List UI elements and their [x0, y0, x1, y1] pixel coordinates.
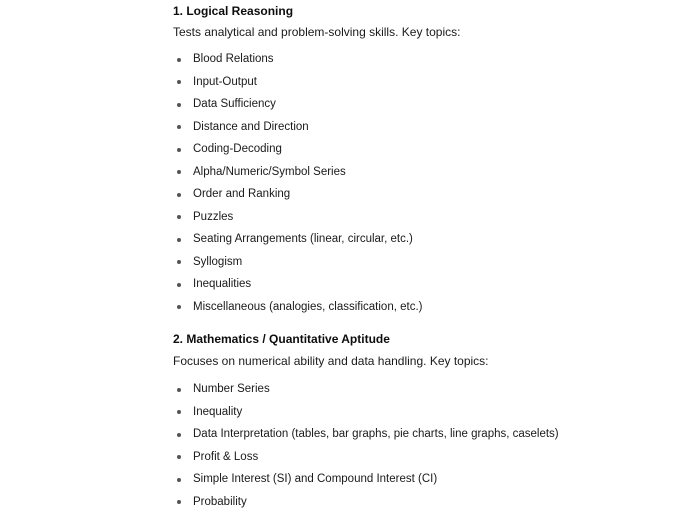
list-item: [173, 71, 422, 94]
bullet-icon: [177, 260, 181, 264]
list-item: [173, 296, 422, 319]
bullet-icon: [177, 283, 181, 287]
list-item-label: Puzzles: [193, 210, 234, 223]
list-item: [173, 468, 559, 491]
bullet-icon: [177, 455, 181, 459]
list-item: [173, 138, 422, 161]
list-item-label: Simple Interest (SI) and Compound Interest (CI): [193, 473, 438, 485]
section-heading-quantitative-aptitude: 2. Mathematics / Quantitative Aptitude: [173, 332, 390, 346]
list-item: [173, 228, 422, 251]
bullet-icon: [177, 170, 181, 174]
bullet-icon: [177, 103, 181, 107]
topic-list-logical-reasoning: [173, 48, 422, 318]
list-item-label: Coding-Decoding: [193, 143, 282, 155]
list-item-label: Data Sufficiency: [193, 98, 276, 110]
list-item-label: Miscellaneous (analogies, classification, etc.): [193, 300, 423, 313]
list-item-label: Distance and Direction: [193, 120, 309, 133]
list-item: [173, 446, 559, 469]
topic-list-quantitative-aptitude: [173, 378, 559, 513]
list-item: [173, 491, 559, 514]
list-item-label: Probability: [193, 495, 247, 508]
list-item-label: Seating Arrangements (linear, circular, etc.): [193, 233, 413, 245]
bullet-icon: [177, 388, 181, 392]
list-item: [173, 378, 559, 401]
list-item: [173, 48, 422, 71]
list-item-label: Alpha/Numeric/Symbol Series: [193, 165, 346, 178]
list-item-label: Profit & Loss: [193, 450, 259, 463]
list-item-label: Input-Output: [193, 75, 257, 88]
bullet-icon: [177, 58, 181, 62]
list-item: [173, 401, 559, 424]
list-item-label: Number Series: [193, 383, 270, 395]
bullet-icon: [177, 215, 181, 219]
list-item-label: Inequalities: [193, 278, 252, 290]
list-item: [173, 206, 422, 229]
list-item: [173, 161, 422, 184]
bullet-icon: [177, 193, 181, 197]
list-item: [173, 423, 559, 446]
bullet-icon: [177, 305, 181, 309]
list-item-label: Syllogism: [193, 255, 243, 268]
section-description-logical-reasoning: Tests analytical and problem-solving skills. Key topics:: [173, 25, 461, 39]
list-item-label: Order and Ranking: [193, 188, 291, 200]
list-item: [173, 273, 422, 296]
list-item: [173, 183, 422, 206]
section-heading-logical-reasoning: 1. Logical Reasoning: [173, 4, 294, 18]
list-item-label: Inequality: [193, 405, 243, 418]
bullet-icon: [177, 410, 181, 414]
bullet-icon: [177, 238, 181, 242]
bullet-icon: [177, 478, 181, 482]
list-item: [173, 251, 422, 274]
bullet-icon: [177, 125, 181, 129]
list-item: [173, 93, 422, 116]
bullet-icon: [177, 80, 181, 84]
list-item-label: Data Interpretation (tables, bar graphs, pie charts, line graphs, caselets): [193, 428, 559, 440]
bullet-icon: [177, 500, 181, 504]
list-item-label: Blood Relations: [193, 53, 274, 65]
bullet-icon: [177, 433, 181, 437]
bullet-icon: [177, 148, 181, 152]
section-description-quantitative-aptitude: Focuses on numerical ability and data handling. Key topics:: [173, 354, 489, 368]
list-item: [173, 116, 422, 139]
